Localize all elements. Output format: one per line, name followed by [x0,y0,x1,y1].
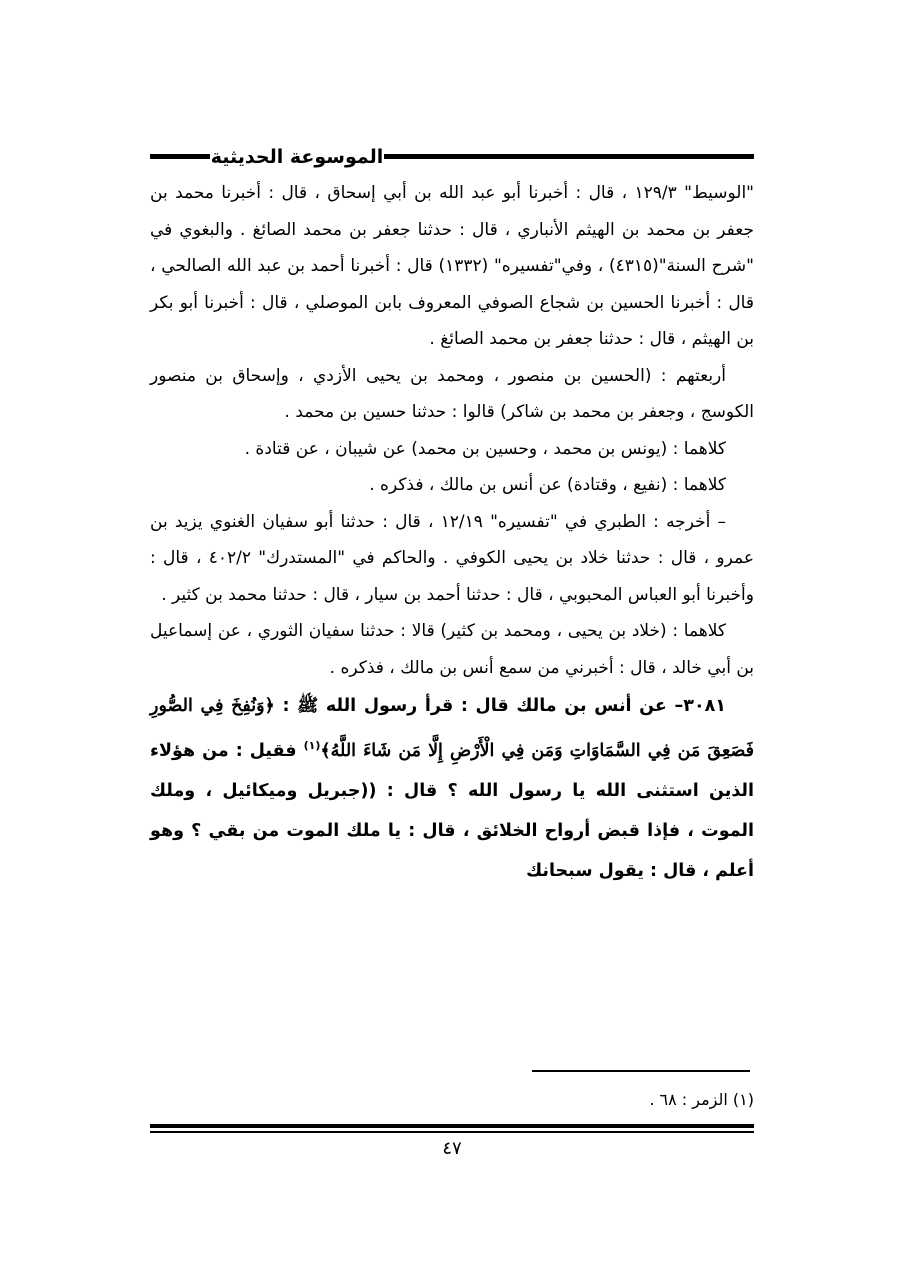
footnote-ref[interactable]: (١) [303,739,321,752]
header-rule-left [150,154,210,159]
header-title: الموسوعة الحديثية [210,146,384,168]
main-text [150,175,754,891]
paragraph: كلاهما : (يونس بن محمد ، وحسين بن محمد) عن شيبان ، عن قتادة . [244,438,726,459]
hadith-intro: ٣٠٨١– عن أنس بن مالك قال : قرأ رسول الله ﷺ : [274,696,726,716]
footnote-separator [532,1070,750,1072]
paragraph: كلاهما : (نفيع ، وقتادة) عن أنس بن مالك ، فذكره . [369,475,726,495]
header-rule-right [384,154,754,159]
quran-verse: ﴿وَنُفِخَ فِي الصُّورِ فَصَعِقَ مَن فِي السَّمَاوَاتِ وَمَن فِي الْأَرْضِ إِلَّا مَن شَاءَ اللَّهُ﴾ [150,696,754,761]
bottom-rule-thin [150,1131,754,1133]
paragraph: أربعتهم : (الحسين بن منصور ، ومحمد بن يحيى الأزدي ، وإسحاق بن منصور الكوسج ، وجعفر بن محمد بن شاكر) قالوا : حدثنا حسين بن محمد . [150,365,754,422]
bottom-rule [150,1124,754,1128]
page-number: ٤٧ [442,1138,462,1159]
hadith-text [150,686,754,891]
hadith-rest: فقيل : من هؤلاء الذين استثنى الله يا رسول الله ؟ قال : ((جبريل وميكائيل ، وملك الموت ، فإذا قبض أرواح الخلائق ، قال : يا ملك الموت من بقي ؟ وهو أعلم ، قال : يقول سبحانك [150,740,754,881]
footnote: (١) الزمر : ٦٨ . [649,1090,754,1109]
running-header [150,141,754,175]
paragraph: – أخرجه : الطبري في "تفسيره" ١٢/١٩ ، قال : حدثنا أبو سفيان الغنوي يزيد بن عمرو ، قال : حدثنا خلاد بن يحيى الكوفي . والحاكم في "المستدرك" ٤٠٢/٢ ، قال : وأخبرنا أبو العباس المحبوبي ، قال : حدثنا أحمد بن سيار ، قال : حدثنا محمد بن كثير . [150,511,754,605]
paragraph: "الوسيط" ١٢٩/٣ ، قال : أخبرنا أبو عبد الله بن أبي إسحاق ، قال : أخبرنا محمد بن جعفر بن محمد بن الهيثم الأنباري ، قال : حدثنا جعفر بن محمد الصائغ . والبغوي في "شرح السنة"(٤٣١٥) ، وفي"تفسيره" (١٣٣٢) قال : أخبرنا أحمد بن عبد الله الصالحي ، قال : أخبرنا الحسين بن شجاع الصوفي المعروف بابن الموصلي ، قال : أخبرنا أبو بكر بن الهيثم ، قال : حدثنا جعفر بن محمد الصائغ . [150,183,754,349]
paragraph: كلاهما : (خلاد بن يحيى ، ومحمد بن كثير) قالا : حدثنا سفيان الثوري ، عن إسماعيل بن أبي خالد ، قال : أخبرني من سمع أنس بن مالك ، فذكره . [150,621,754,678]
